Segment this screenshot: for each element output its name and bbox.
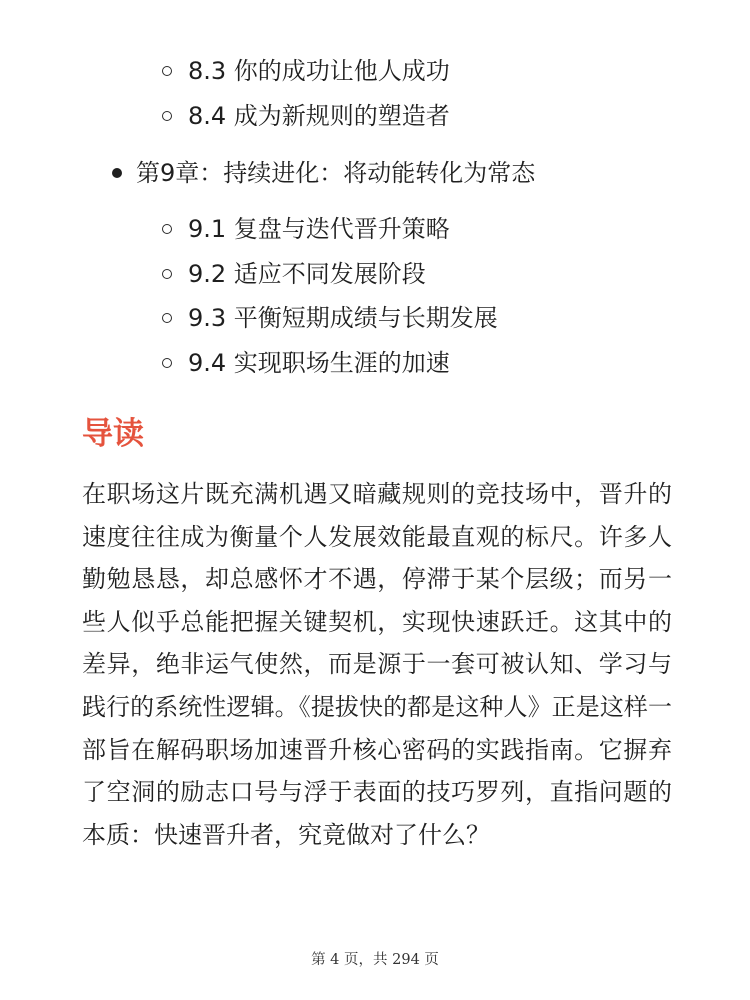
outline-subsection-list-chapter-8 — [162, 49, 722, 138]
outline-item-text: 9.3 平衡短期成绩与长期发展 — [188, 304, 498, 332]
outline-item-8-4 — [162, 94, 722, 139]
outline-item-text: 8.3 你的成功让他人成功 — [188, 57, 450, 85]
body-paragraph: 在职场这片既充满机遇又暗藏规则的竞技场中，晋升的速度往往成为衡量个人发展效能最直观的标尺。许多人勤勉恳恳，却总感怀才不遇，停滞于某个层级；而另一些人似乎总能把握关键契机，实现快速跃迁。这其中的差异，绝非运气使然，而是源于一套可被认知、学习与践行的系统性逻辑。《提拔快的都是这种人》正是这样一部旨在解码职场加速晋升核心密码的实践指南。它摒弃了空洞的励志口号与浮于表面的技巧罗列，直指问题的本质：快速晋升者，究竟做对了什么？ — [82, 480, 672, 849]
outline-item-text: 8.4 成为新规则的塑造者 — [188, 101, 450, 130]
hollow-bullet-icon — [162, 66, 172, 76]
outline-item-8-3 — [162, 49, 722, 94]
page-number-footer: 第 4 页，共 294 页 — [311, 952, 439, 968]
outline-chapter-text: 第9章：持续进化：将动能转化为常态 — [136, 159, 536, 187]
hollow-bullet-icon — [162, 313, 172, 323]
outline-item-text: 9.2 适应不同发展阶段 — [188, 259, 426, 288]
hollow-bullet-icon — [162, 358, 172, 368]
outline-item-text: 9.4 实现职场生涯的加速 — [188, 348, 450, 377]
section-heading: 导读 — [82, 416, 144, 452]
outline-subsection-list-chapter-9 — [162, 207, 722, 385]
hollow-bullet-icon — [162, 269, 172, 279]
outline-item-text: 9.1 复盘与迭代晋升策略 — [188, 215, 450, 243]
filled-bullet-icon — [112, 168, 122, 178]
outline-item-9-2 — [162, 252, 722, 297]
outline-chapter-9 — [112, 151, 535, 195]
outline-item-9-3 — [162, 296, 722, 341]
hollow-bullet-icon — [162, 224, 172, 234]
hollow-bullet-icon — [162, 111, 172, 121]
outline-item-9-4 — [162, 341, 722, 386]
outline-item-9-1 — [162, 207, 722, 252]
